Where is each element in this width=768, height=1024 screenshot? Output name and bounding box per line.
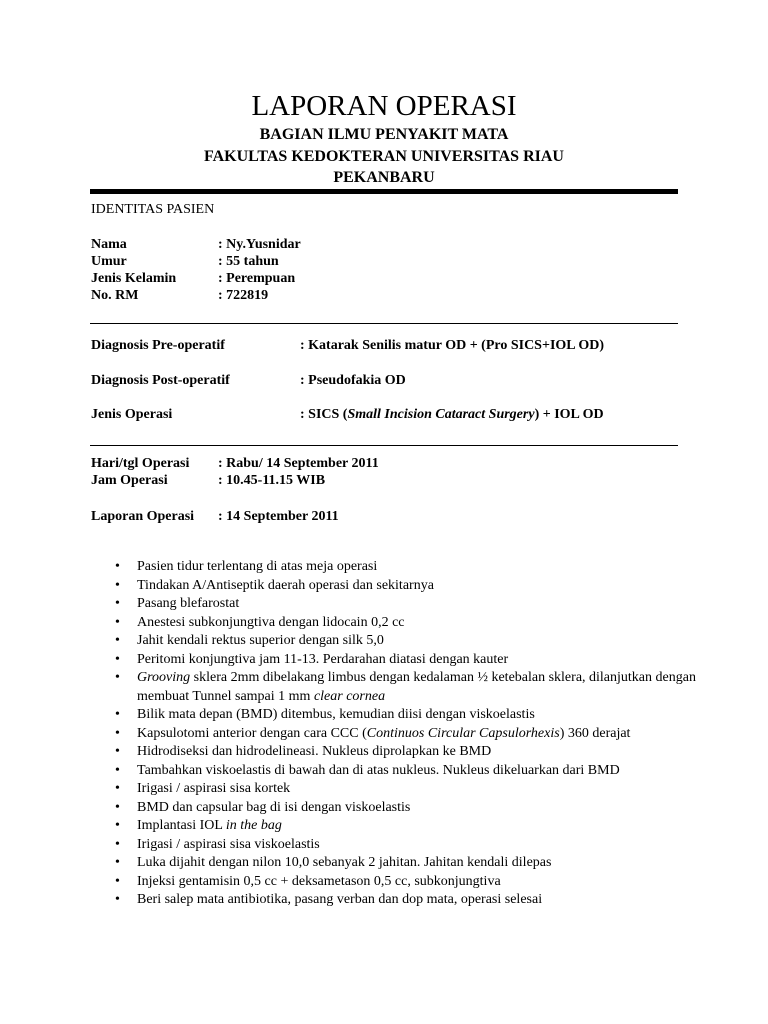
field-label: Diagnosis Post-operatif xyxy=(91,373,230,388)
list-item: • Hidrodiseksi dan hidrodelineasi. Nukleus diprolapkan ke BMD xyxy=(115,743,710,762)
city-name: PEKANBARU xyxy=(333,169,435,186)
field-value: : 722819 xyxy=(218,288,269,303)
field-label: No. RM xyxy=(91,288,139,303)
field-umur xyxy=(91,253,279,270)
list-item: • Irigasi / aspirasi sisa viskoelastis xyxy=(115,836,710,855)
field-label: Jenis Kelamin xyxy=(91,271,177,286)
field-nama xyxy=(91,236,301,253)
document-title: LAPORAN OPERASI xyxy=(251,90,517,122)
operation-date xyxy=(91,455,379,472)
field-value: : Perempuan xyxy=(218,271,296,286)
operation-type xyxy=(91,406,604,423)
field-label: Laporan Operasi xyxy=(91,509,195,524)
field-value: : Katarak Senilis matur OD + (Pro SICS+IOL OD) xyxy=(300,338,605,353)
list-item: • Implantasi IOL in the bag xyxy=(115,817,710,836)
field-value: : SICS (Small Incision Cataract Surgery) + IOL OD xyxy=(300,407,604,422)
list-item: • Injeksi gentamisin 0,5 cc + deksametason 0,5 cc, subkonjungtiva xyxy=(115,873,710,892)
field-label: Jam Operasi xyxy=(91,473,168,488)
field-value: : Ny.Yusnidar xyxy=(218,237,301,252)
header-divider xyxy=(90,189,678,194)
field-value: : 10.45-11.15 WIB xyxy=(218,473,326,488)
field-label: Jenis Operasi xyxy=(91,407,173,422)
operation-time xyxy=(91,472,326,489)
list-item: • Jahit kendali rektus superior dengan silk 5,0 xyxy=(115,632,710,651)
list-item: • Peritomi konjungtiva jam 11-13. Perdarahan diatasi dengan kauter xyxy=(115,651,710,670)
list-item: • Tambahkan viskoelastis di bawah dan di atas nukleus. Nukleus dikeluarkan dari BMD xyxy=(115,762,710,781)
identity-section-title: IDENTITAS PASIEN xyxy=(91,202,215,217)
field-value: : Rabu/ 14 September 2011 xyxy=(218,456,379,471)
list-item: • Pasien tidur terlentang di atas meja operasi xyxy=(115,558,710,577)
faculty-name: FAKULTAS KEDOKTERAN UNIVERSITAS RIAU xyxy=(204,148,564,165)
field-label: Nama xyxy=(91,237,127,252)
diagnosis-post xyxy=(91,372,406,389)
list-item: • Tindakan A/Antiseptik daerah operasi dan sekitarnya xyxy=(115,577,710,596)
field-jenis-kelamin xyxy=(91,270,296,287)
list-item: • Irigasi / aspirasi sisa kortek xyxy=(115,780,710,799)
field-value: : 55 tahun xyxy=(218,254,279,269)
field-label: Hari/tgl Operasi xyxy=(91,456,190,471)
diagnosis-pre xyxy=(91,337,605,354)
field-label: Diagnosis Pre-operatif xyxy=(91,338,225,353)
list-item: • BMD dan capsular bag di isi dengan viskoelastis xyxy=(115,799,710,818)
list-item: • Luka dijahit dengan nilon 10,0 sebanyak 2 jahitan. Jahitan kendali dilepas xyxy=(115,854,710,873)
section-divider xyxy=(90,445,678,446)
list-item: • Bilik mata depan (BMD) ditembus, kemudian diisi dengan viskoelastis xyxy=(115,706,710,725)
field-no-rm xyxy=(91,287,269,304)
department-name: BAGIAN ILMU PENYAKIT MATA xyxy=(259,126,509,143)
list-item: • Grooving sklera 2mm dibelakang limbus dengan kedalaman ½ ketebalan sklera, dilanjutkan dengan membuat Tunnel sampai 1 mm clear cornea xyxy=(115,669,710,706)
field-value: : 14 September 2011 xyxy=(218,509,339,524)
list-item: • Beri salep mata antibiotika, pasang verban dan dop mata, operasi selesai xyxy=(115,891,710,910)
field-label: Umur xyxy=(91,254,127,269)
list-item: • Anestesi subkonjungtiva dengan lidocain 0,2 cc xyxy=(115,614,710,633)
section-divider xyxy=(90,323,678,324)
list-item: • Pasang blefarostat xyxy=(115,595,710,614)
list-item: • Kapsulotomi anterior dengan cara CCC (Continuos Circular Capsulorhexis) 360 derajat xyxy=(115,725,710,744)
field-value: : Pseudofakia OD xyxy=(300,373,406,388)
procedure-steps-list xyxy=(115,558,710,910)
report-date xyxy=(91,508,339,525)
